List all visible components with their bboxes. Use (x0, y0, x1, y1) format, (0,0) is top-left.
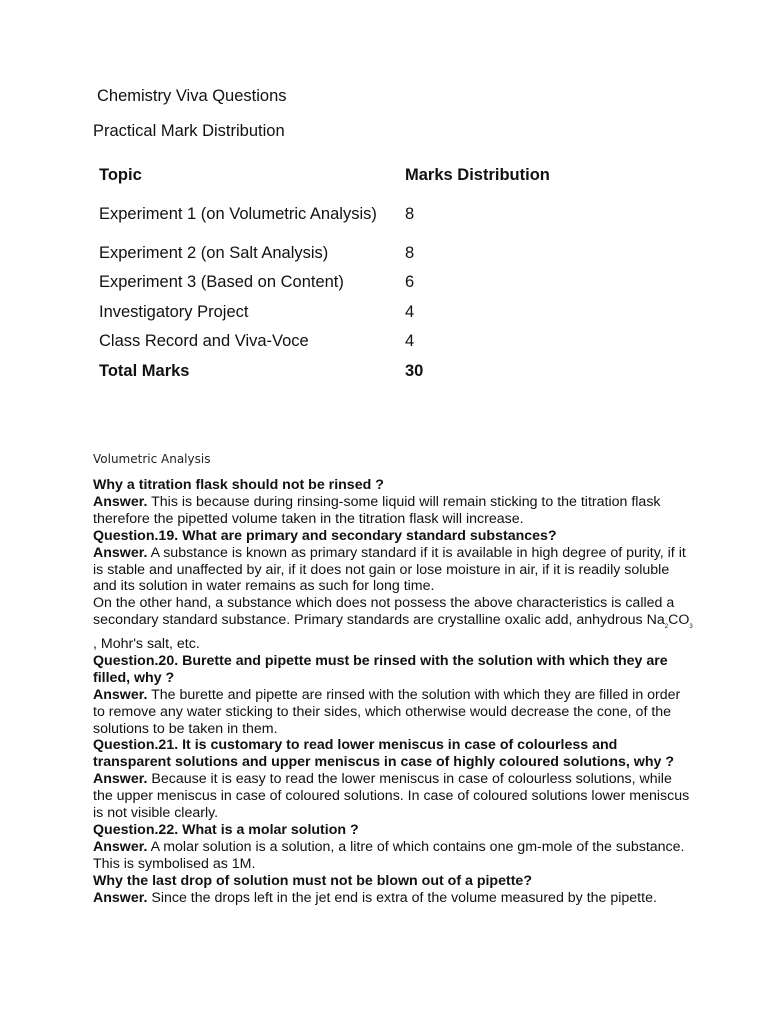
answer-paragraph (93, 545, 693, 596)
row-topic: Investigatory Project (99, 302, 249, 321)
row-marks: 4 (405, 302, 415, 321)
qa-section (93, 477, 693, 906)
table-row (93, 268, 550, 298)
table-total-row (93, 356, 550, 385)
answer-label: Answer. (93, 544, 148, 561)
question-text: Why a titration flask should not be rinsed ? (93, 477, 384, 493)
answer-paragraph (93, 494, 693, 528)
total-label: Total Marks (99, 361, 190, 380)
row-topic: Class Record and Viva-Voce (99, 332, 309, 351)
table-row (93, 238, 550, 268)
table-row (93, 189, 550, 238)
answer-continuation: On the other hand, a substance which does not possess the above characteristics is called a secondary standard substance. Primary standards are crystalline oxalic add, anhydrous $Na_2CO_3$ , Mohr's salt, etc. (93, 595, 693, 652)
row-topic: Experiment 2 (on Salt Analysis) (99, 243, 329, 262)
row-topic: Experiment 3 (Based on Content) (99, 273, 344, 292)
marks-distribution-table (93, 160, 550, 385)
table-header-row (93, 160, 550, 189)
subscript: 2 (664, 624, 669, 631)
answer-paragraph (93, 771, 693, 822)
answer-label: Answer. (93, 686, 148, 703)
question-text: Question.21. It is customary to read lower meniscus in case of colourless and transparent solutions and upper meniscus in case of highly coloured solutions, why ? (93, 737, 674, 771)
answer-label: Answer. (93, 838, 148, 855)
table-row (93, 297, 550, 327)
answer-paragraph (93, 687, 693, 738)
question-text: Question.19. What are primary and secondary standard substances? (93, 527, 557, 544)
document-subtitle: Practical Mark Distribution (93, 122, 285, 140)
document-title: Chemistry Viva Questions (97, 87, 287, 105)
row-marks: 4 (405, 332, 415, 351)
answer-text: This is because during rinsing-some liquid will remain sticking to the titration flask therefore the pipetted volume taken in the titration flask will increase. (93, 493, 661, 527)
answer-label: Answer. (93, 889, 148, 906)
row-marks: 8 (405, 204, 415, 223)
column-header-topic: Topic (99, 165, 142, 184)
row-topic: Experiment 1 (on Volumetric Analysis) (99, 204, 377, 223)
section-heading: Volumetric Analysis (93, 452, 211, 466)
answer-text: The burette and pipette are rinsed with the solution with which they are filled in order to remove any water sticking to their sides, which otherwise would decrease the cone, of the solutions to be taken in them. (93, 686, 681, 737)
answer-text: A molar solution is a solution, a litre of which contains one gm-mole of the substance. This is symbolised as 1M. (93, 838, 685, 872)
answer-text: Because it is easy to read the lower meniscus in case of colourless solutions, while the upper meniscus in case of coloured solutions. In case of coloured solutions lower meniscus is not visible clearly. (93, 771, 690, 822)
row-marks: 8 (405, 243, 415, 262)
answer-text: Since the drops left in the jet end is extra of the volume measured by the pipette. (151, 889, 657, 906)
question-text: Question.22. What is a molar solution ? (93, 821, 359, 838)
answer-paragraph (93, 839, 693, 873)
column-header-marks: Marks Distribution (405, 165, 550, 184)
question-text: Question.20. Burette and pipette must be rinsed with the solution with which they are filled, why ? (93, 652, 668, 686)
table-row (93, 327, 550, 357)
answer-paragraph (93, 890, 693, 907)
question-text: Why the last drop of solution must not be blown out of a pipette? (93, 872, 532, 889)
subscript: 3 (689, 624, 693, 631)
total-marks: 30 (405, 361, 424, 380)
answer-label: Answer. (93, 493, 148, 510)
answer-text: A substance is known as primary standard if it is available in high degree of purity, if it is stable and unaffected by air, if it does not gain or lose moisture in air, if it is readily soluble and its solution in water remains as such for long time. (93, 544, 686, 595)
row-marks: 6 (405, 273, 415, 292)
answer-label: Answer. (93, 771, 148, 788)
